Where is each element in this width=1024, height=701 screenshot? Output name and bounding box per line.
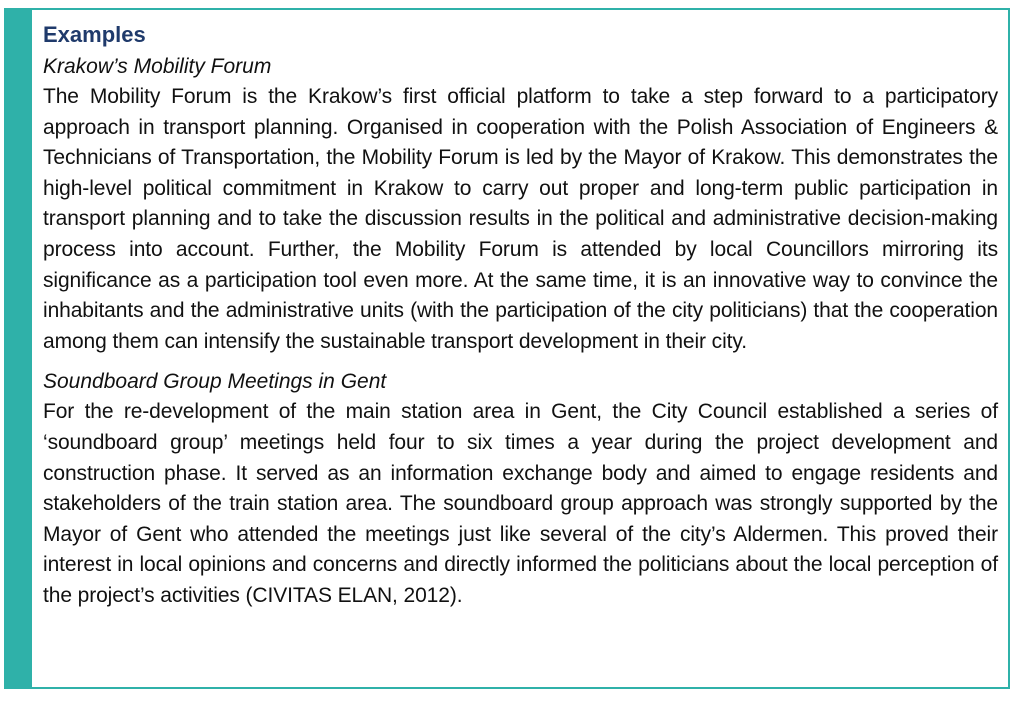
example-krakow — [43, 52, 998, 357]
example-body: The Mobility Forum is the Krakow’s first official platform to take a step forward to a participatory approach in transport planning. Organised in cooperation with the Polish Association of Engineers & Technicians of Transportation, the Mobility Forum is led by the Mayor of Krakow. This demonstrates the high-level political commitment in Krakow to carry out proper and long-term public participation in transport planning and to take the discussion results in the political and administrative decision-making process into account. Further, the Mobility Forum is attended by local Councillors mirroring its significance as a participation tool even more. At the same time, it is an innovative way to convince the inhabitants and the administrative units (with the participation of the city politicians) that the cooperation among them can intensify the sustainable transport development in their city. — [43, 85, 998, 353]
example-subtitle: Krakow’s Mobility Forum — [43, 55, 272, 78]
accent-bar — [6, 10, 32, 687]
examples-content — [43, 18, 998, 612]
example-gent — [43, 367, 998, 611]
example-body: For the re-development of the main station area in Gent, the City Council established a series of ‘soundboard group’ meetings held four to six times a year during the project development and construction phase. It served as an information exchange body and aimed to engage residents and stakeholders of the train station area. The soundboard group approach was strongly supported by the Mayor of Gent who attended the meetings just like several of the city’s Aldermen. This proved their interest in local opinions and concerns and directly informed the politicians about the local perception of the project’s activities (CIVITAS ELAN, 2012). — [43, 400, 998, 607]
example-subtitle: Soundboard Group Meetings in Gent — [43, 370, 387, 394]
examples-heading: Examples — [43, 22, 146, 47]
examples-box — [4, 8, 1010, 689]
